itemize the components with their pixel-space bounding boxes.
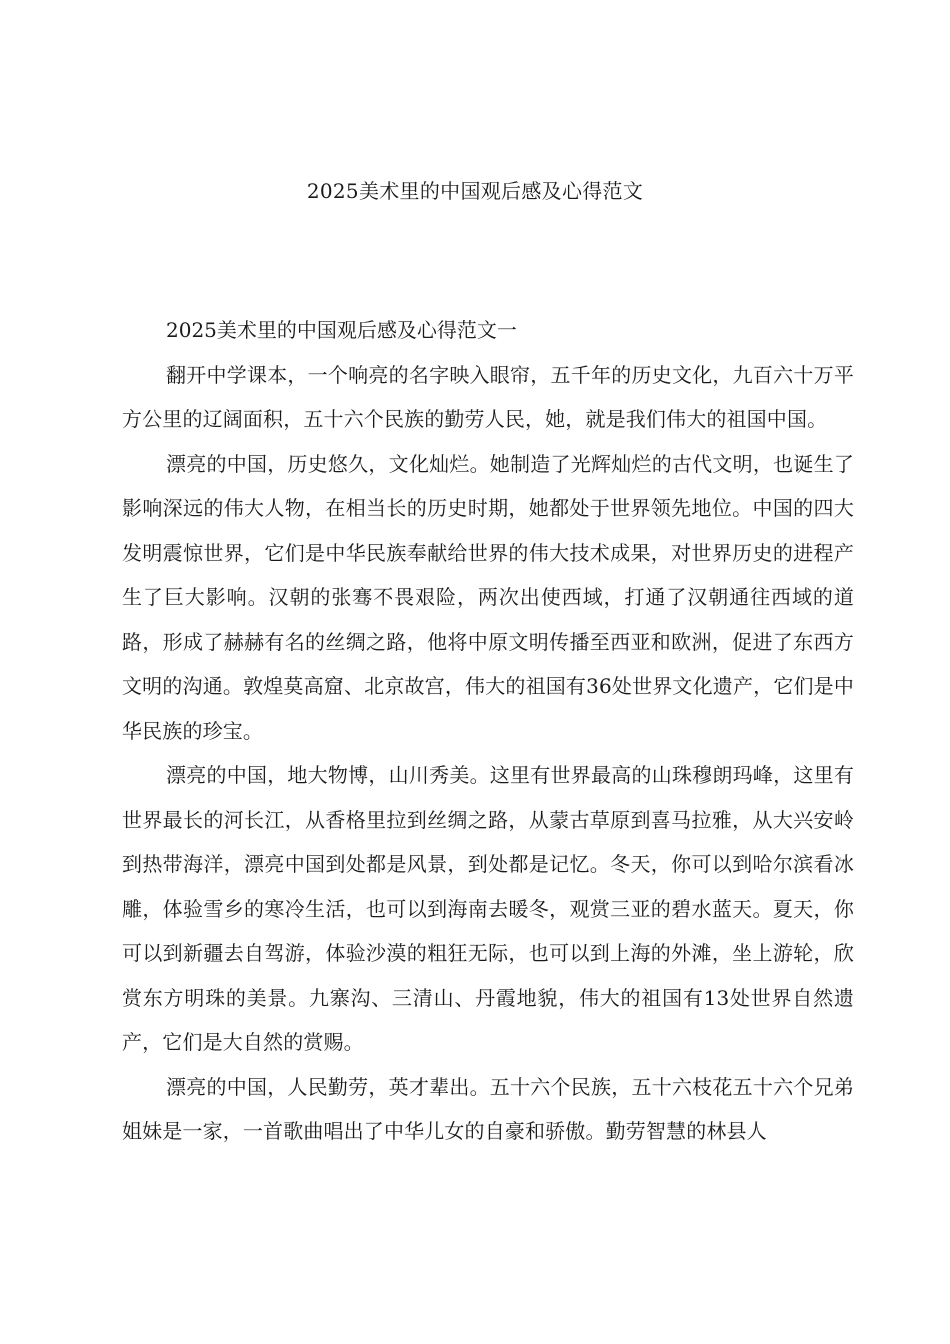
paragraph-3: 漂亮的中国，地大物博，山川秀美。这里有世界最高的山珠穆朗玛峰，这里有世界最长的河长江，从香格里拉到丝绸之路，从蒙古草原到喜马拉雅，从大兴安岭到热带海洋，漂亮中国到处都是风景，到处都是记忆。冬天，你可以到哈尔滨看冰雕，体验雪乡的寒冷生活，也可以到海南去暖冬，观赏三亚的碧水蓝天。夏天，你可以到新疆去自驾游，体验沙漠的粗狂无际，也可以到上海的外滩，坐上游轮，欣赏东方明珠的美景。九寨沟、三清山、丹霞地貌，伟大的祖国有13处世界自然遗产，它们是大自然的赏赐。 [122,763,854,1054]
paragraph-1: 翻开中学课本，一个响亮的名字映入眼帘，五千年的历史文化，九百六十万平方公里的辽阔面积，五十六个民族的勤劳人民，她，就是我们伟大的祖国中国。 [122,362,854,431]
section-heading: 2025美术里的中国观后感及心得范文一 [166,318,517,342]
document-title: 2025美术里的中国观后感及心得范文 [306,179,644,203]
document-body [122,308,854,1154]
paragraph-4: 漂亮的中国，人民勤劳，英才辈出。五十六个民族，五十六枝花五十六个兄弟姐妹是一家，一首歌曲唱出了中华儿女的自豪和骄傲。勤劳智慧的林县人 [122,1074,854,1143]
paragraph-2: 漂亮的中国，历史悠久，文化灿烂。她制造了光辉灿烂的古代文明，也诞生了影响深远的伟大人物，在相当长的历史时期，她都处于世界领先地位。中国的四大发明震惊世界，它们是中华民族奉献给世界的伟大技术成果，对世界历史的进程产生了巨大影响。汉朝的张骞不畏艰险，两次出使西域，打通了汉朝通往西域的道路，形成了赫赫有名的丝绸之路，他将中原文明传播至西亚和欧洲，促进了东西方文明的沟通。敦煌莫高窟、北京故宫，伟大的祖国有36处世界文化遗产，它们是中华民族的珍宝。 [122,451,854,743]
